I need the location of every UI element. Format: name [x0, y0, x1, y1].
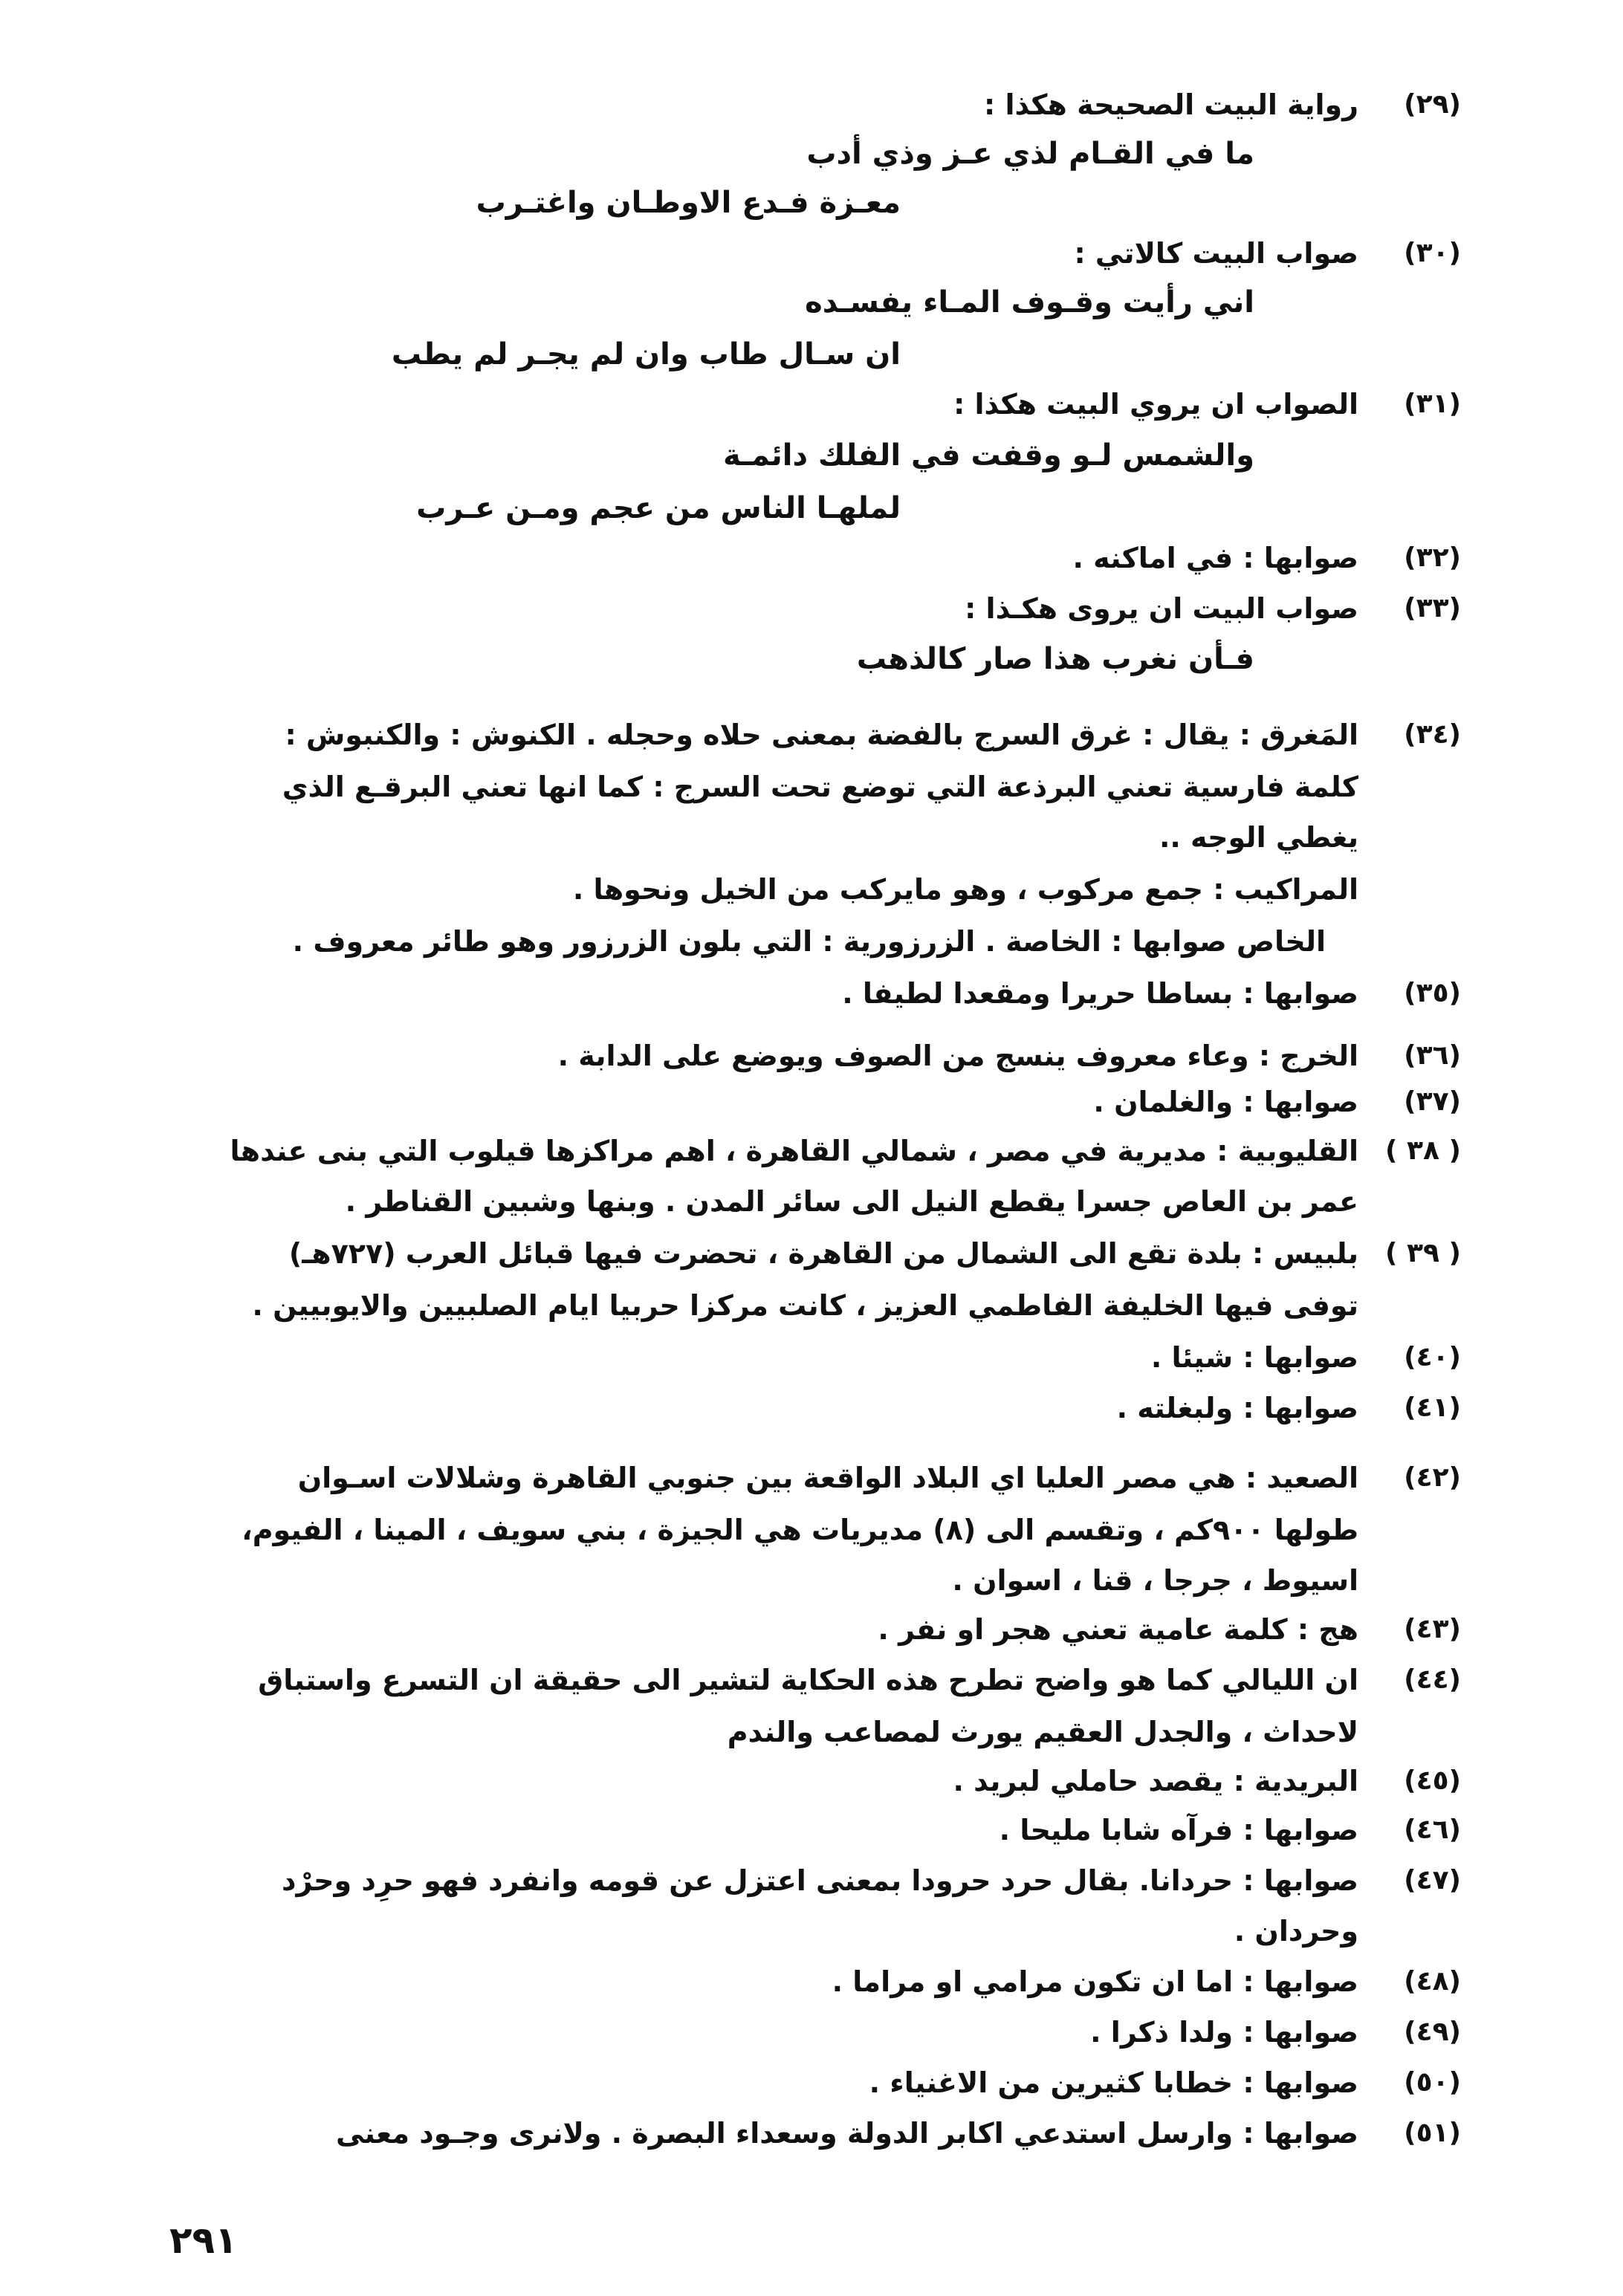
note-number: ( ٣٨ ): [1385, 1135, 1461, 1166]
note-text: صوابها : ولبغلته .: [1116, 1392, 1358, 1424]
note-number: ( ٣٩ ): [1385, 1238, 1461, 1268]
note-text: صوابها : اما ان تكون مرامي او مراما .: [832, 1965, 1358, 1998]
note-text: ان الليالي كما هو واضح تطرح هذه الحكاية لتشير الى حقيقة ان التسرع واستباق: [258, 1664, 1358, 1696]
note-text: عمر بن العاص جسرا يقطع النيل الى سائر المدن . وبنها وشبين القناطر .: [345, 1185, 1358, 1218]
note-text: القليوبية : مديرية في مصر ، شمالي القاهرة ، اهم مراكزها قيلوب التي بنى عندها: [230, 1135, 1358, 1167]
verse-line: معـزة فـدع الاوطـان واغتـرب: [476, 186, 901, 220]
page-number: ٢٩١: [169, 2219, 238, 2262]
note-number: (٣٠): [1404, 238, 1461, 268]
note-number: (٣٢): [1404, 542, 1461, 573]
note-text: كلمة فارسية تعني البرذعة التي توضع تحت السرج : كما انها تعني البرقـع الذي: [282, 771, 1358, 803]
note-number: (٤١): [1404, 1392, 1461, 1423]
note-number: (٤٥): [1404, 1765, 1461, 1796]
note-number: (٤٣): [1404, 1614, 1461, 1644]
verse-line: ان سـال طاب وان لم يجـر لم يطب: [391, 337, 901, 372]
verse-line: ما في القـام لذي عـز وذي أدب: [806, 137, 1254, 171]
note-number: (٤٧): [1404, 1865, 1461, 1896]
note-text: صواب البيت ان يروى هكـذا :: [965, 592, 1358, 625]
note-number: (٣٤): [1404, 719, 1461, 750]
note-number: (٣٦): [1404, 1040, 1461, 1071]
note-number: (٥١): [1404, 2118, 1461, 2148]
note-number: (٤٤): [1404, 1664, 1461, 1695]
note-text: بلبيس : بلدة تقع الى الشمال من القاهرة ، تحضرت فيها قبائل العرب (٧٢٧هـ): [288, 1237, 1358, 1270]
note-text: رواية البيت الصحيحة هكذا :: [984, 88, 1358, 121]
note-number: (٤٩): [1404, 2017, 1461, 2047]
note-text: صوابها : والغلمان .: [1093, 1086, 1358, 1118]
note-text: الخرج : وعاء معروف ينسج من الصوف ويوضع على الدابة .: [557, 1040, 1358, 1072]
note-text: المَغرق : يقال : غرق السرج بالفضة بمعنى حلاه وحجله . الكنوش : والكنبوش :: [285, 719, 1358, 751]
note-number: (٤٢): [1404, 1462, 1461, 1493]
note-text: صوابها : ولدا ذكرا .: [1090, 2016, 1358, 2049]
verse-line: والشمس لـو وقفت في الفلك دائمـة: [723, 438, 1254, 473]
note-text: وحردان .: [1234, 1915, 1358, 1948]
note-text: لاحداث ، والجدل العقيم يورث لمصاعب والندم: [727, 1716, 1358, 1748]
note-text: هج : كلمة عامية تعني هجر او نفر .: [878, 1613, 1358, 1646]
note-number: (٣١): [1404, 389, 1461, 419]
note-text: البريدية : يقصد حاملي لبريد .: [953, 1765, 1358, 1797]
verse-line: اني رأيت وقـوف المـاء يفسـده: [805, 285, 1254, 320]
note-number: (٥٠): [1404, 2067, 1461, 2098]
note-number: (٤٨): [1404, 1966, 1461, 1997]
note-text: صوابها : وارسل استدعي اكابر الدولة وسعداء البصرة . ولانرى وجـود معنى: [336, 2117, 1358, 2150]
note-text: صوابها : بساطا حريرا ومقعدا لطيفا .: [842, 977, 1358, 1010]
note-number: (٣٧): [1404, 1086, 1461, 1117]
note-text: الصعيد : هي مصر العليا اي البلاد الواقعة بين جنوبي القاهرة وشلالات اسـوان: [297, 1462, 1358, 1494]
note-text: المراكيب : جمع مركوب ، وهو مايركب من الخيل ونحوها .: [572, 873, 1358, 906]
note-text: اسيوط ، جرجا ، قنا ، اسوان .: [952, 1564, 1358, 1597]
note-text: صوابها : في اماكنه .: [1072, 542, 1358, 574]
note-text: يغطي الوجه ..: [1159, 821, 1358, 854]
note-text: صوابها : خطابا كثيرين من الاغنياء .: [869, 2066, 1358, 2099]
note-text: طولها ٩٠٠كم ، وتقسم الى (٨) مديريات هي الجيزة ، بني سويف ، المينا ، الفيوم،: [242, 1514, 1358, 1546]
note-text: الخاص صوابها : الخاصة . الزرزورية : التي بلون الزرزور وهو طائر معروف .: [292, 925, 1326, 958]
note-number: (٣٥): [1404, 978, 1461, 1008]
note-text: توفى فيها الخليفة الفاطمي العزيز ، كانت مركزا حربيا ايام الصلبيين والايوبيين .: [252, 1289, 1358, 1322]
note-number: (٤٦): [1404, 1815, 1461, 1845]
note-number: (٢٩): [1404, 89, 1461, 120]
note-text: صوابها : حردانا. بقال حرد حرودا بمعنى اعتزل عن قومه وانفرد فهو حرِد وحرْد: [281, 1864, 1358, 1897]
note-text: الصواب ان يروي البيت هكذا :: [953, 388, 1358, 421]
verse-line: فـأن نغرب هذا صار كالذهب: [856, 642, 1254, 676]
verse-line: لملهـا الناس من عجم ومـن عـرب: [416, 491, 901, 525]
note-text: صواب البيت كالاتي :: [1074, 237, 1358, 270]
note-number: (٤٠): [1404, 1342, 1461, 1372]
note-text: صوابها : فرآه شابا مليحا .: [999, 1814, 1358, 1846]
note-number: (٣٣): [1404, 593, 1461, 623]
note-text: صوابها : شيئا .: [1150, 1341, 1358, 1374]
